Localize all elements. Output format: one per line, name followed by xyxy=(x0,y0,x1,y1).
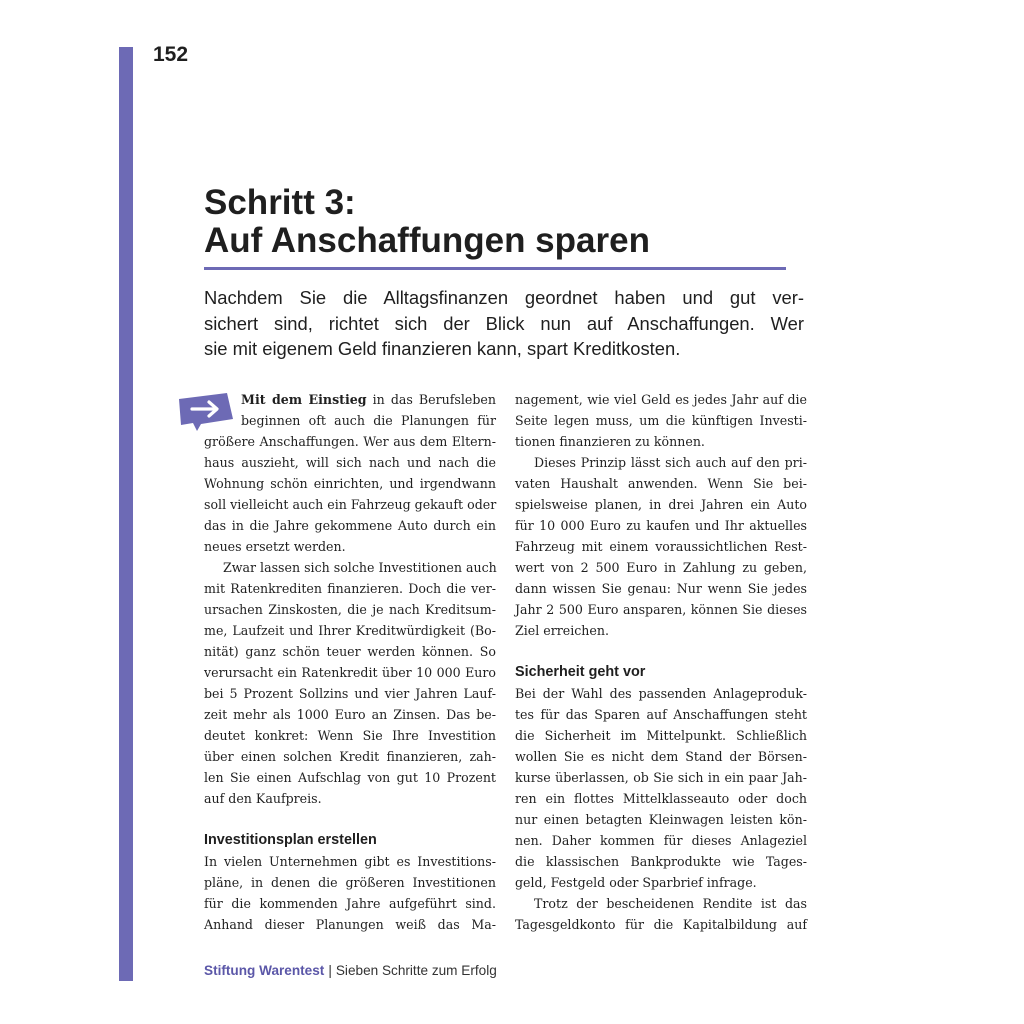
body-line: geld, Festgeld oder Sparbrief infrage. xyxy=(515,875,757,890)
body-line: beginnen oft auch die Planungen für xyxy=(241,413,496,428)
paragraph-gap xyxy=(204,809,496,830)
body-line: das in die Jahre gekommene Auto durch ein xyxy=(204,518,496,533)
body-line: mit Ratenkrediten finanzieren. Doch die ver- xyxy=(204,581,496,596)
body-line: nität) ganz schön teuer werden können. So xyxy=(204,644,496,659)
body-line: Anhand dieser Planungen weiß das Ma- xyxy=(204,917,496,932)
body-line: für 10 000 Euro zu kaufen und Ihr aktuelles xyxy=(515,518,807,533)
body-line: Jahr 2 500 Euro ansparen, können Sie dieses xyxy=(515,602,807,617)
body-line: Dieses Prinzip lässt sich auch auf den pri- xyxy=(534,455,807,470)
footer-series-title: Sieben Schritte zum Erfolg xyxy=(335,963,497,978)
body-line: tes für das Sparen auf Anschaffungen steht xyxy=(515,707,807,722)
body-line: deutet konkret: Wenn Sie Ihre Investition xyxy=(204,728,496,743)
body-line: spielsweise planen, in drei Jahren ein Auto xyxy=(515,497,807,512)
right-column xyxy=(515,389,807,935)
lead-line: sie mit eigenem Geld finanzieren kann, spart Kreditkosten. xyxy=(204,338,681,359)
body-line: die klassischen Bankprodukte wie Tages- xyxy=(515,854,807,869)
body-line: In vielen Unternehmen gibt es Investitions- xyxy=(204,854,496,869)
body-line: Zwar lassen sich solche Investitionen auch xyxy=(223,560,497,575)
body-line: Bei der Wahl des passenden Anlageproduk- xyxy=(515,686,807,701)
body-line: Wohnung schön einrichten, und irgendwann xyxy=(204,476,496,491)
body-line: kurse überlassen, ob Sie sich in ein paar Jah- xyxy=(515,770,807,785)
lead-line: Nachdem Sie die Alltagsfinanzen geordnet haben und gut ver- xyxy=(204,287,804,308)
body-line: neues ersetzt werden. xyxy=(204,539,346,554)
body-line: haus auszieht, will sich nach und nach die xyxy=(204,455,496,470)
body-line: für die kommenden Jahre aufgeführt sind. xyxy=(204,896,496,911)
body-line: Tagesgeldkonto für die Kapitalbildung auf xyxy=(515,917,807,932)
body-line: pläne, in denen die größeren Investitionen xyxy=(204,875,496,890)
body-line: zeit mehr als 1000 Euro an Zinsen. Das be- xyxy=(204,707,496,722)
body-line: auf den Kaufpreis. xyxy=(204,791,322,806)
body-line: wollen Sie es nicht dem Stand der Börsen- xyxy=(515,749,807,764)
body-line: Ziel erreichen. xyxy=(515,623,609,638)
body-line: tionen finanzieren zu können. xyxy=(515,434,705,449)
body-line: verursacht ein Ratenkredit über 10 000 Euro xyxy=(204,665,496,680)
footer-brand: Stiftung Warentest xyxy=(204,963,325,978)
body-line xyxy=(204,389,496,410)
body-line: vaten Haushalt anwenden. Wenn Sie bei- xyxy=(515,476,807,491)
page-number: 152 xyxy=(153,43,189,66)
paragraph-gap xyxy=(515,641,807,662)
body-line: Seite legen muss, um die künftigen Investi- xyxy=(515,413,807,428)
footer-separator: | xyxy=(328,963,332,978)
body-line: über einen solchen Kredit finanzieren, zah- xyxy=(204,749,496,764)
page-footer xyxy=(204,963,497,978)
body-line: nur einen betagten Kleinwagen leisten kön- xyxy=(515,812,807,827)
lead-paragraph xyxy=(204,285,804,362)
body-line: len Sie einen Aufschlag von gut 10 Prozent xyxy=(204,770,496,785)
body-line: soll vielleicht auch ein Fahrzeug gekauft oder xyxy=(204,497,497,512)
body-line: ursachen Zinskosten, die je nach Kreditsum- xyxy=(204,602,496,617)
body-line: ren ein flottes Mittelklasseauto oder doch xyxy=(515,791,807,806)
body-line: Trotz der bescheidenen Rendite ist das xyxy=(534,896,807,911)
chapter-title-line-1: Schritt 3: xyxy=(204,183,356,222)
lead-in-rest: in das Berufsleben xyxy=(366,392,496,407)
subheading-investitionsplan: Investitionsplan erstellen xyxy=(204,832,377,848)
body-line: nen. Daher kommen für dieses Anlageziel xyxy=(515,833,807,848)
body-line: me, Laufzeit und Ihrer Kreditwürdigkeit (Bo- xyxy=(204,623,496,638)
chapter-title-line-2: Auf Anschaffungen sparen xyxy=(204,221,650,260)
body-line: dann wissen Sie genau: Nur wenn Sie jedes xyxy=(515,581,807,596)
chapter-accent-bar xyxy=(119,47,133,981)
body-line: Fahrzeug mit einem voraussichtlichen Rest- xyxy=(515,539,807,554)
body-line: nagement, wie viel Geld es jedes Jahr auf die xyxy=(515,392,807,407)
body-line: wert von 2 500 Euro in Zahlung zu geben, xyxy=(515,560,807,575)
subheading-sicherheit: Sicherheit geht vor xyxy=(515,664,646,680)
body-line: die Sicherheit im Mittelpunkt. Schließlich xyxy=(515,728,807,743)
left-column xyxy=(204,389,496,935)
body-line: größere Anschaffungen. Wer aus dem Eltern- xyxy=(204,434,496,449)
lead-line: sichert sind, richtet sich der Blick nun auf Anschaffungen. Wer xyxy=(204,312,804,334)
body-line: bei 5 Prozent Sollzins und vier Jahren Lauf- xyxy=(204,686,496,701)
lead-in-text: Mit dem Einstieg xyxy=(241,392,367,407)
chapter-title xyxy=(204,184,650,260)
title-underline xyxy=(204,267,786,270)
